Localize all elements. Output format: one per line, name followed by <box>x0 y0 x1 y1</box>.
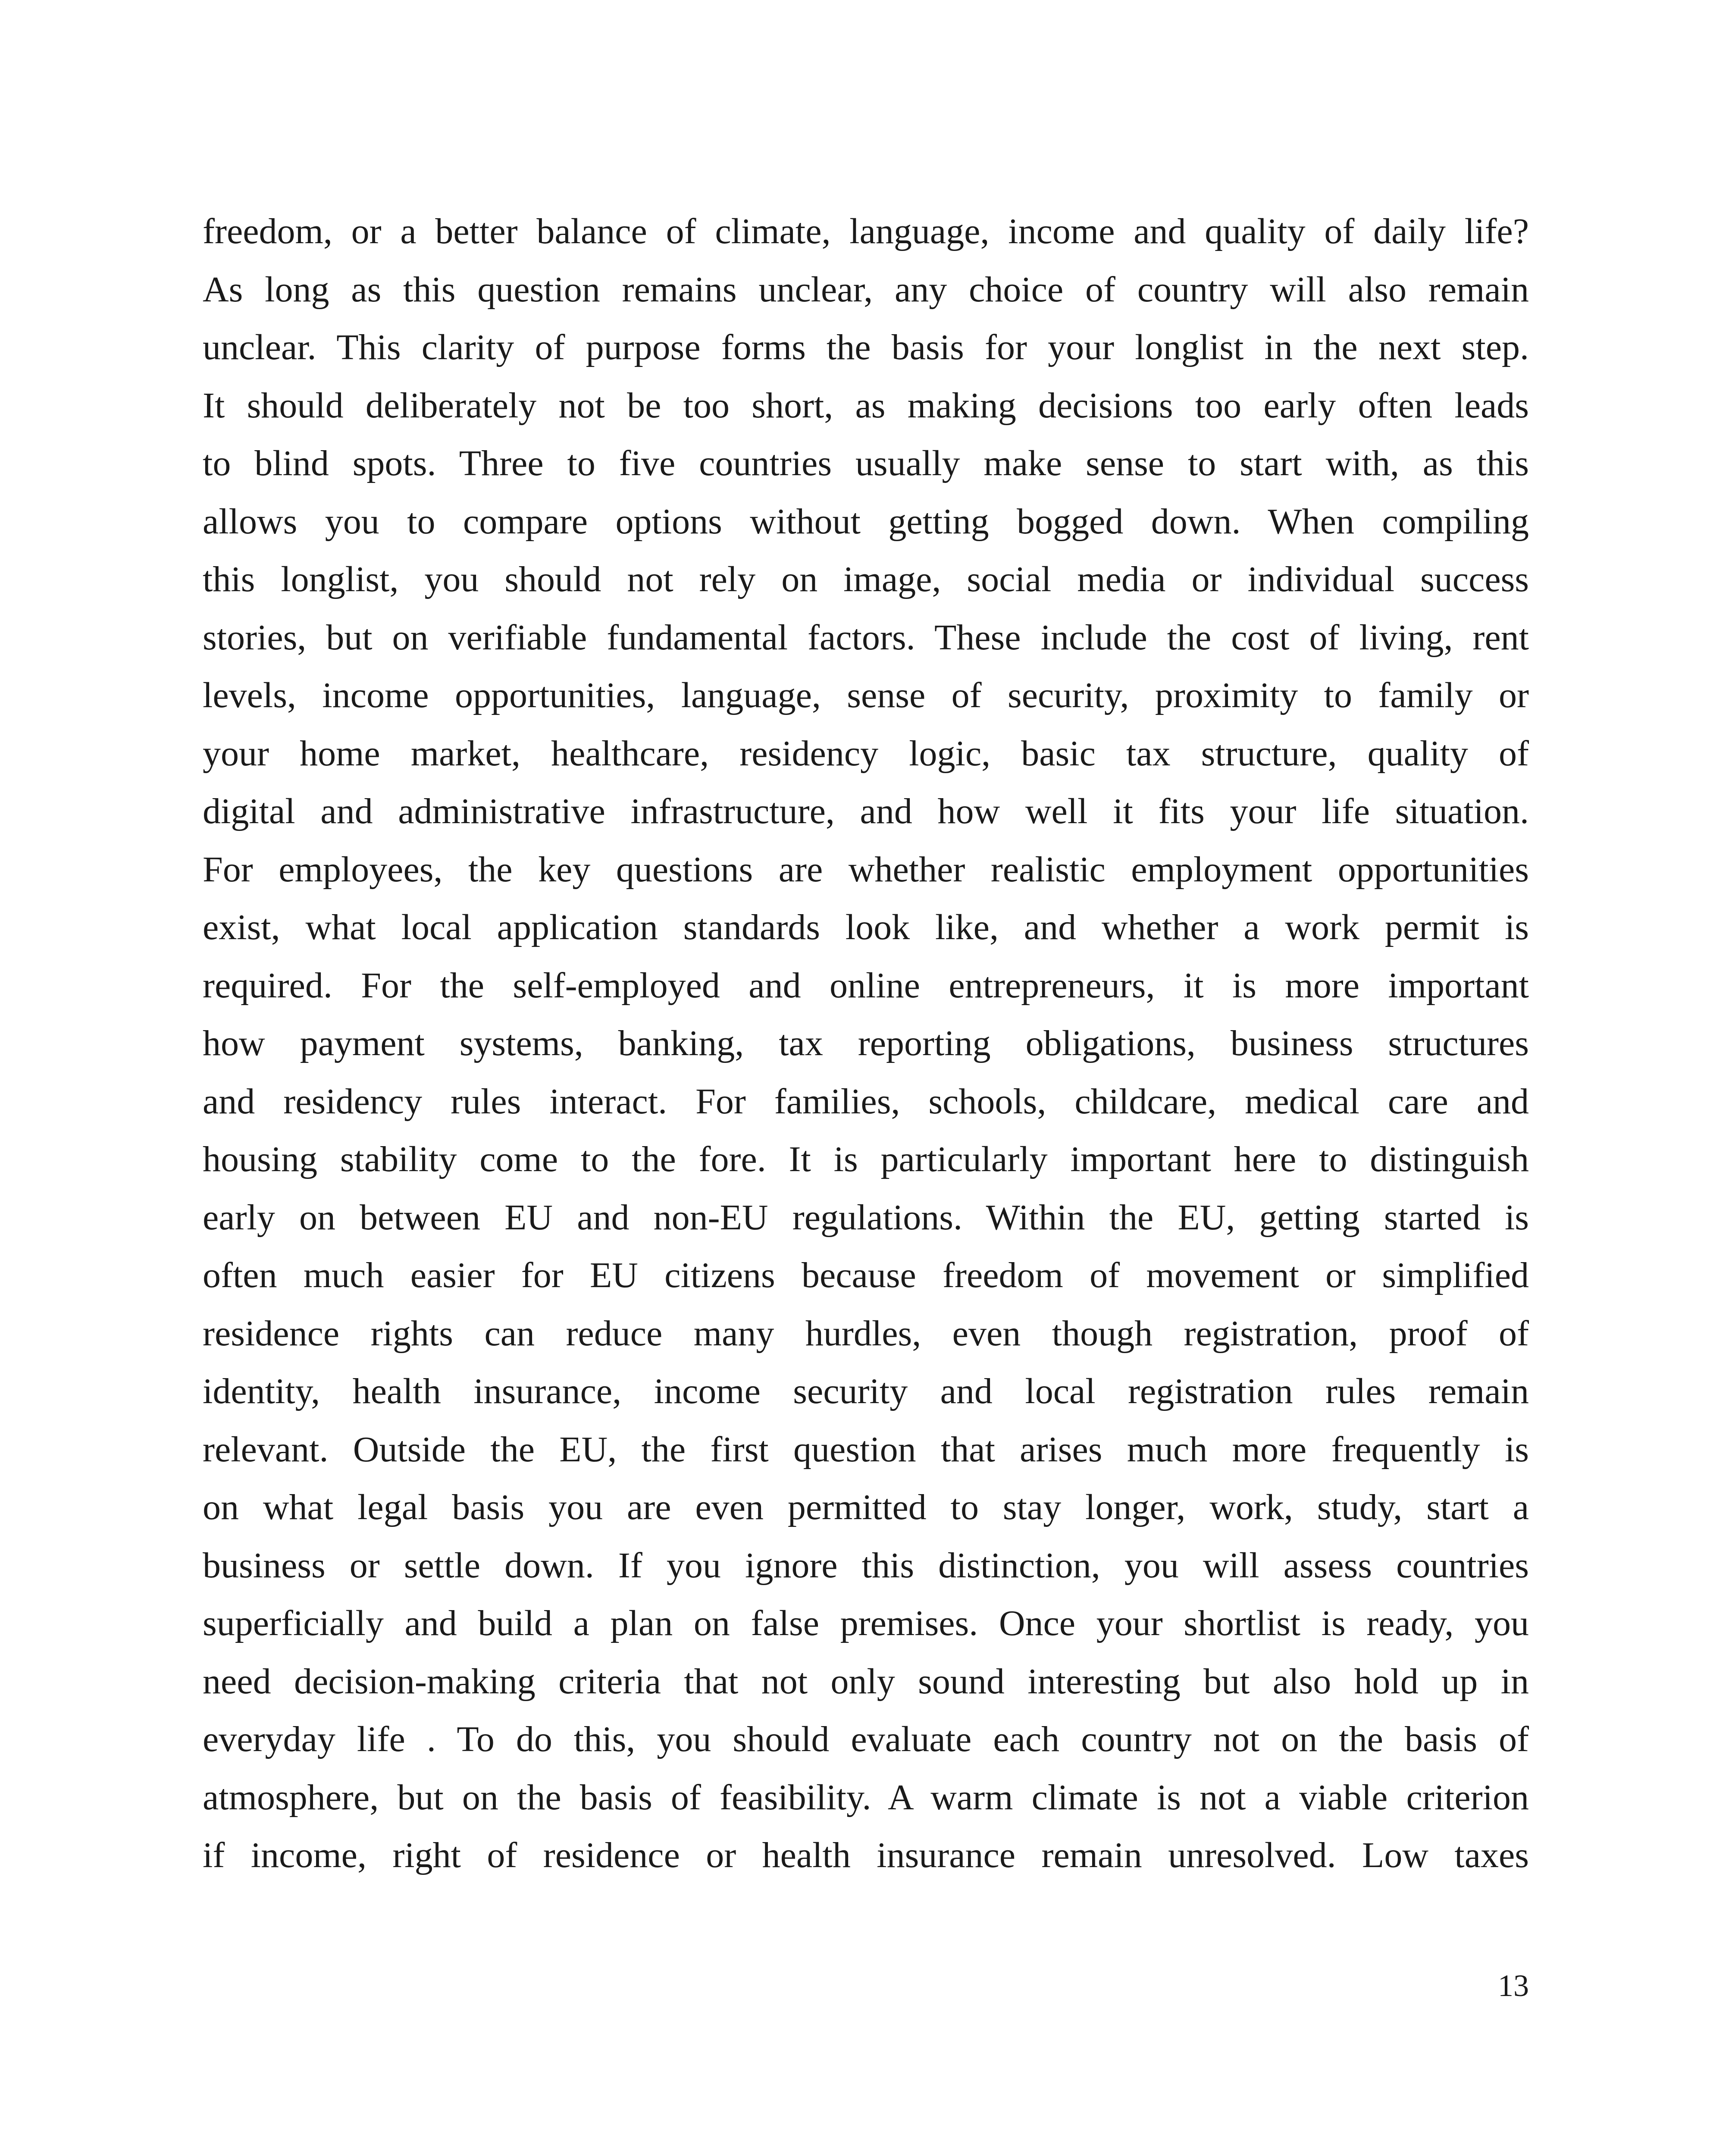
text-line: stories, but on verifiable fundamental factors. These include the cost of living, rent <box>203 617 1529 658</box>
text-line: superficially and build a plan on false premises. Once your shortlist is ready, you <box>203 1603 1529 1643</box>
text-line: to blind spots. Three to five countries usually make sense to start with, as this <box>203 443 1529 483</box>
text-line: and residency rules interact. For families, schools, childcare, medical care and <box>203 1081 1529 1122</box>
text-line: early on between EU and non-EU regulations. Within the EU, getting started is <box>203 1197 1529 1238</box>
body-paragraph <box>203 203 1529 1885</box>
text-line: freedom, or a better balance of climate, language, income and quality of daily life? <box>203 211 1529 251</box>
text-line: levels, income opportunities, language, sense of security, proximity to family or <box>203 675 1529 715</box>
page-number: 13 <box>1498 1968 1529 2003</box>
text-line: often much easier for EU citizens because freedom of movement or simplified <box>203 1255 1529 1295</box>
text-line: atmosphere, but on the basis of feasibility. A warm climate is not a viable criterion <box>203 1777 1529 1818</box>
text-line: allows you to compare options without getting bogged down. When compiling <box>203 501 1529 542</box>
text-line: residence rights can reduce many hurdles, even though registration, proof of <box>203 1313 1529 1354</box>
text-line: It should deliberately not be too short, as making decisions too early often leads <box>203 385 1529 426</box>
text-line: business or settle down. If you ignore this distinction, you will assess countries <box>203 1545 1529 1586</box>
text-line: relevant. Outside the EU, the first question that arises much more frequently is <box>203 1429 1529 1470</box>
text-line: housing stability come to the fore. It is particularly important here to distinguish <box>203 1139 1529 1179</box>
text-line: For employees, the key questions are whether realistic employment opportunities <box>203 849 1529 890</box>
text-line: how payment systems, banking, tax reporting obligations, business structures <box>203 1023 1529 1063</box>
text-line: this longlist, you should not rely on image, social media or individual success <box>203 559 1529 599</box>
text-line: on what legal basis you are even permitted to stay longer, work, study, start a <box>203 1487 1529 1527</box>
text-line: everyday life . To do this, you should evaluate each country not on the basis of <box>203 1719 1529 1759</box>
text-line: exist, what local application standards look like, and whether a work permit is <box>203 907 1529 947</box>
text-line: your home market, healthcare, residency logic, basic tax structure, quality of <box>203 733 1529 774</box>
text-line: unclear. This clarity of purpose forms the basis for your longlist in the next step. <box>203 327 1529 367</box>
text-line: required. For the self-employed and online entrepreneurs, it is more important <box>203 965 1529 1006</box>
text-line: identity, health insurance, income security and local registration rules remain <box>203 1371 1529 1411</box>
text-line: if income, right of residence or health insurance remain unresolved. Low taxes <box>203 1835 1529 1875</box>
text-line: As long as this question remains unclear, any choice of country will also remain <box>203 269 1529 310</box>
text-line: need decision-making criteria that not only sound interesting but also hold up in <box>203 1661 1529 1702</box>
text-line: digital and administrative infrastructure, and how well it fits your life situation. <box>203 791 1529 831</box>
